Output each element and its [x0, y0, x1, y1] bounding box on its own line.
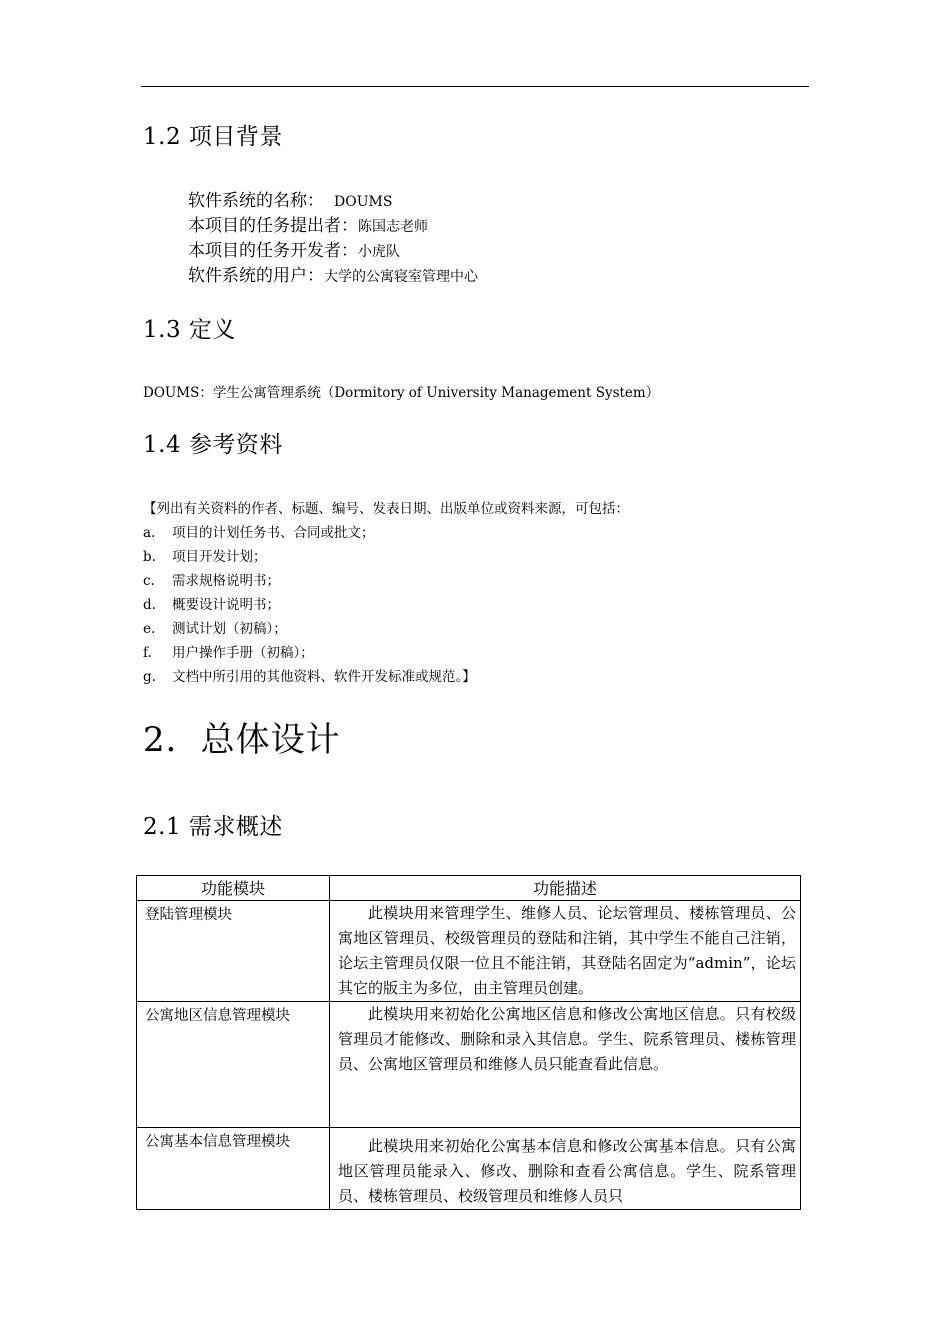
bg-label: 本项目的任务提出者：: [188, 216, 358, 236]
requirements-table: [136, 875, 801, 1210]
description-cell: [330, 1002, 801, 1128]
reference-marker: g.: [143, 669, 156, 685]
reference-item: [143, 521, 375, 541]
reference-text: 概要设计说明书；: [172, 597, 280, 613]
table-row: [137, 901, 801, 1002]
table-header-row: [137, 876, 801, 901]
reference-text: 测试计划（初稿）；: [172, 621, 287, 637]
description-text: 此模块用来管理学生、维修人员、论坛管理员、楼栋管理员、公寓地区管理员、校级管理员的登陆和注销，其中学生不能自己注销，论坛主管理员仅限一位且不能注销，其登陆名固定为“admin”，论坛其它的版主为多位，由主管理员创建。: [338, 904, 796, 997]
reference-item: [143, 569, 280, 589]
table-row: [137, 1128, 801, 1210]
description-text: 此模块用来初始化公寓地区信息和修改公寓地区信息。只有校级管理员才能修改、删除和录入其信息。学生、院系管理员、楼栋管理员、公寓地区管理员和维修人员只能查看此信息。: [338, 1005, 796, 1073]
reference-item: [143, 593, 280, 613]
module-cell: 公寓基本信息管理模块: [137, 1128, 330, 1210]
bg-label: 软件系统的名称：: [188, 191, 324, 211]
header-description: 功能描述: [330, 876, 801, 901]
bg-value: 小虎队: [358, 244, 400, 260]
bg-value: 大学的公寓寝室管理中心: [324, 269, 478, 285]
heading-1-3: 1.3 定义: [143, 317, 236, 343]
reference-text: 项目的计划任务书、合同或批文；: [172, 525, 375, 541]
heading-1-2: 1.2 项目背景: [143, 124, 283, 150]
description-cell: [330, 901, 801, 1002]
heading-1-4: 1.4 参考资料: [143, 432, 283, 458]
bg-line-developer: [188, 236, 400, 261]
bg-line-users: [188, 261, 478, 286]
reference-marker: e.: [143, 621, 156, 637]
bg-label: 软件系统的用户：: [188, 266, 324, 286]
heading-2: 2．总体设计: [143, 720, 341, 760]
reference-text: 用户操作手册（初稿）；: [172, 645, 314, 661]
reference-item: [143, 665, 476, 685]
bg-value: DOUMS: [334, 194, 393, 210]
bg-label: 本项目的任务开发者：: [188, 241, 358, 261]
reference-item: [143, 617, 287, 637]
header-rule: [141, 86, 809, 87]
reference-text: 需求规格说明书；: [172, 573, 280, 589]
header-module: 功能模块: [137, 876, 330, 901]
description-text: 此模块用来初始化公寓基本信息和修改公寓基本信息。只有公寓地区管理员能录入、修改、删除和查看公寓信息。学生、院系管理员、楼栋管理员、校级管理员和维修人员只: [338, 1137, 796, 1205]
module-cell: 登陆管理模块: [137, 901, 330, 1002]
heading-2-1: 2.1 需求概述: [143, 814, 283, 840]
definition-text: DOUMS：学生公寓管理系统（Dormitory of University Management System）: [143, 385, 660, 401]
module-cell: 公寓地区信息管理模块: [137, 1002, 330, 1128]
reference-text: 文档中所引用的其他资料、软件开发标准或规范。】: [172, 669, 476, 685]
table-row: [137, 1002, 801, 1128]
reference-marker: c.: [143, 573, 155, 589]
reference-marker: b.: [143, 549, 156, 565]
bg-line-proposer: [188, 211, 428, 236]
bg-line-name: [188, 186, 392, 211]
reference-marker: f.: [143, 645, 152, 661]
references-intro: 【列出有关资料的作者、标题、编号、发表日期、出版单位或资料来源，可包括：: [143, 501, 629, 517]
reference-marker: d.: [143, 597, 156, 613]
reference-item: [143, 641, 314, 661]
reference-item: [143, 545, 267, 565]
reference-marker: a.: [143, 525, 156, 541]
bg-value: 陈国志老师: [358, 219, 428, 235]
reference-text: 项目开发计划；: [172, 549, 267, 565]
description-cell: [330, 1128, 801, 1210]
